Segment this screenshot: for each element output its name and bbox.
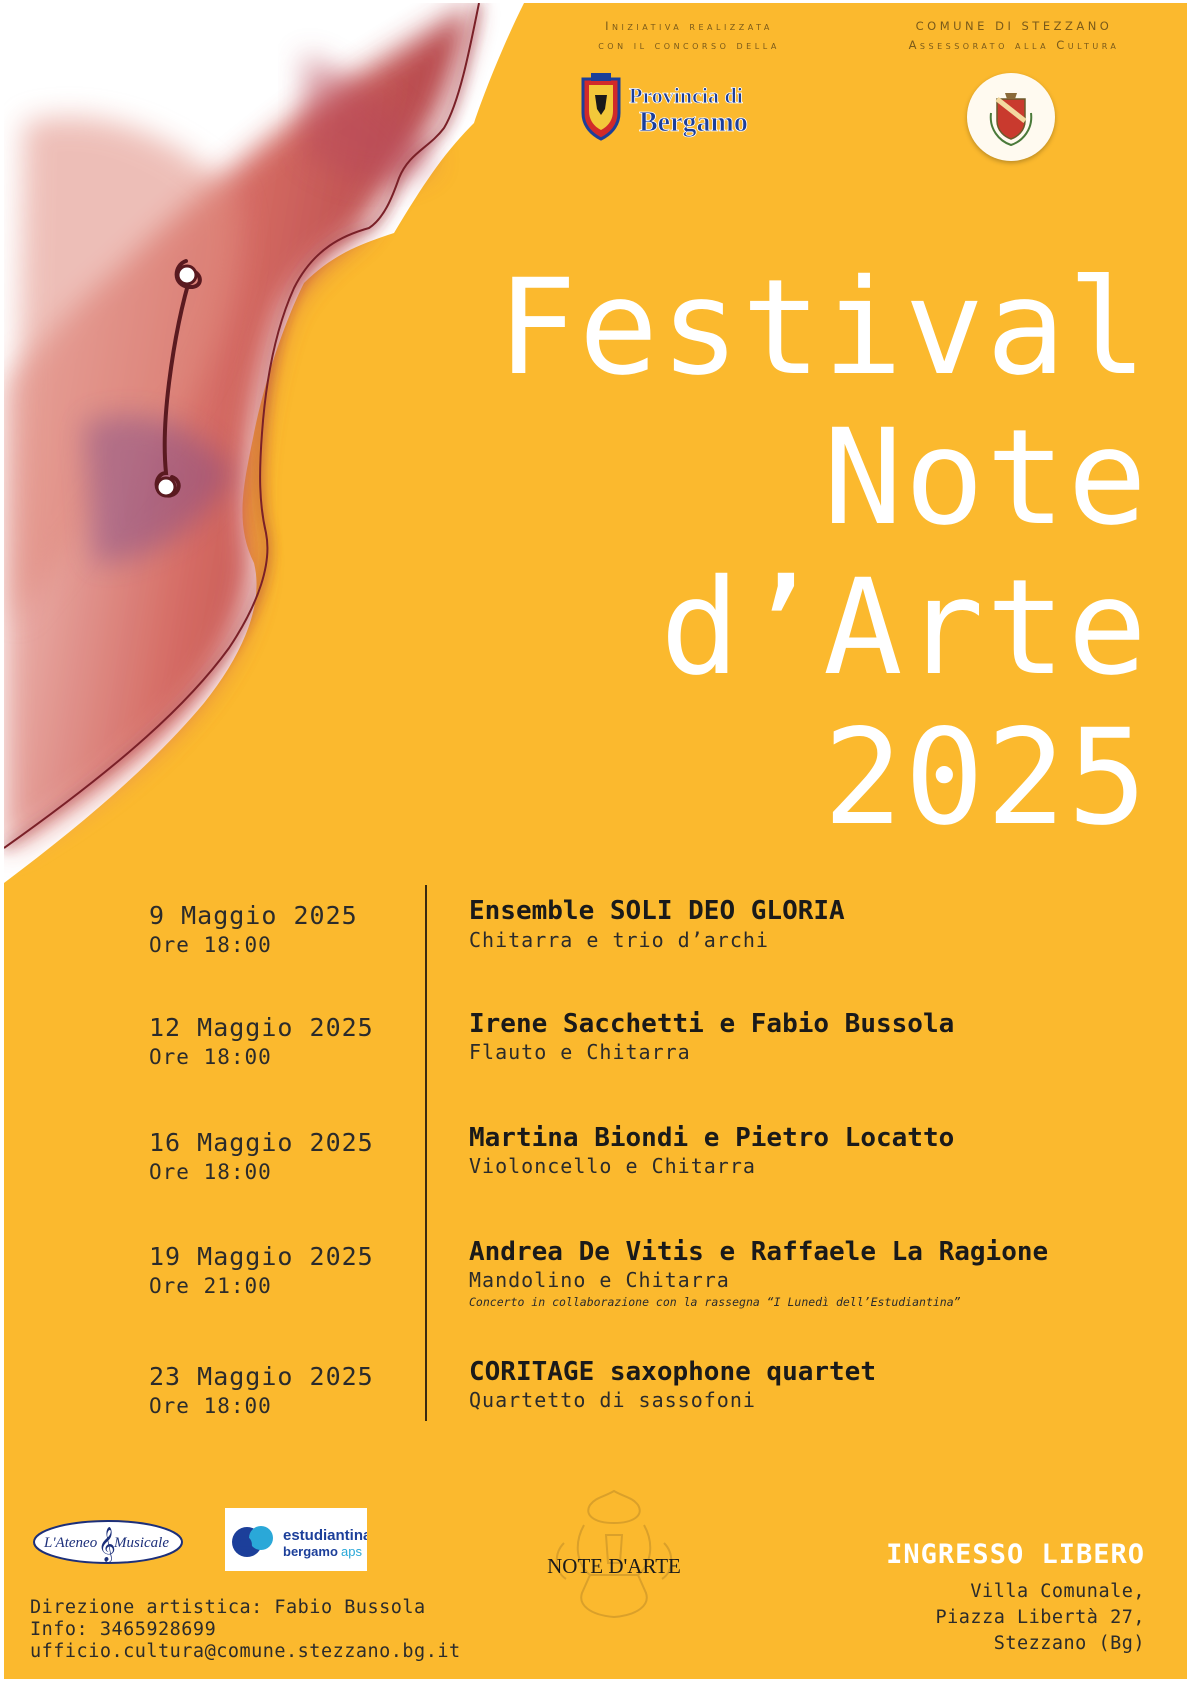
ateneo-musicale-logo xyxy=(32,1518,184,1566)
event-performer: Irene Sacchetti e Fabio Bussola xyxy=(469,1009,955,1039)
event-time: Ore 18:00 xyxy=(149,933,272,957)
sponsor-right-line1: COMUNE DI STEZZANO xyxy=(915,19,1113,33)
title-line-4: 2025 xyxy=(823,701,1149,855)
title-line-2: Note xyxy=(823,401,1149,555)
title-line-1: Festival xyxy=(497,251,1149,405)
violin-illustration xyxy=(4,3,524,883)
sponsor-text-right xyxy=(884,17,1144,55)
event-time: Ore 18:00 xyxy=(149,1394,272,1418)
event-instruments: Mandolino e Chitarra xyxy=(469,1268,730,1292)
estudiantina-logo xyxy=(225,1508,367,1571)
provincia-bergamo-logo xyxy=(579,73,779,143)
event-date: 16 Maggio 2025 xyxy=(149,1128,374,1157)
sponsor-text-left xyxy=(559,17,819,55)
crest-icon xyxy=(967,73,1055,161)
event-instruments: Flauto e Chitarra xyxy=(469,1040,691,1064)
venue-line-3: Stezzano (Bg) xyxy=(993,1633,1145,1654)
event-note: Concerto in collaborazione con la rassegna “I Lunedì dell’Estudiantina” xyxy=(469,1295,961,1309)
event-date: 23 Maggio 2025 xyxy=(149,1362,374,1391)
title-line-3: d’Arte xyxy=(660,551,1149,705)
event-performer: Martina Biondi e Pietro Locatto xyxy=(469,1123,955,1153)
svg-text:e: e xyxy=(233,1526,254,1561)
estudiantina-suffix: aps xyxy=(341,1544,362,1559)
provincia-line2: Bergamo xyxy=(639,107,748,138)
estudiantina-line1: estudiantina xyxy=(283,1527,367,1544)
ateneo-text-2: Musicale xyxy=(114,1535,169,1551)
sponsor-right-line2: Assessorato alla Cultura xyxy=(908,38,1120,52)
event-time: Ore 18:00 xyxy=(149,1160,272,1184)
note-darte-logo-text: NOTE D'ARTE xyxy=(547,1554,681,1578)
info-phone: Info: 3465928699 xyxy=(30,1619,217,1640)
treble-clef-icon: 𝄞 xyxy=(98,1527,116,1562)
venue-line-2: Piazza Libertà 27, xyxy=(935,1607,1145,1628)
poster xyxy=(4,3,1187,1679)
event-instruments: Quartetto di sassofoni xyxy=(469,1388,756,1412)
sponsor-left-line2: con il concorso della xyxy=(598,38,780,52)
ateneo-text-1: L'Ateneo xyxy=(44,1535,98,1551)
note-darte-logo xyxy=(524,1483,704,1643)
event-performer: Andrea De Vitis e Raffaele La Ragione xyxy=(469,1237,1049,1267)
event-performer: CORITAGE saxophone quartet xyxy=(469,1357,876,1387)
estudiantina-line2: bergamo xyxy=(283,1544,338,1559)
contact-email[interactable]: ufficio.cultura@comune.stezzano.bg.it xyxy=(30,1641,461,1662)
event-instruments: Chitarra e trio d’archi xyxy=(469,928,769,952)
estudiantina-mark-icon xyxy=(225,1508,367,1571)
event-date: 9 Maggio 2025 xyxy=(149,901,358,930)
schedule-divider xyxy=(425,885,427,1421)
event-instruments: Violoncello e Chitarra xyxy=(469,1154,756,1178)
sponsor-left-line1: Iniziativa realizzata xyxy=(605,19,773,33)
event-date: 19 Maggio 2025 xyxy=(149,1242,374,1271)
venue-address xyxy=(936,1579,1145,1657)
event-performer: Ensemble SOLI DEO GLORIA xyxy=(469,896,845,926)
comune-stezzano-crest xyxy=(967,73,1055,161)
event-time: Ore 18:00 xyxy=(149,1045,272,1069)
provincia-line1: Provincia di xyxy=(629,83,743,108)
footer-contacts xyxy=(30,1597,461,1663)
ingresso-libero-label: INGRESSO LIBERO xyxy=(886,1539,1145,1570)
venue-line-1: Villa Comunale, xyxy=(970,1581,1145,1602)
event-time: Ore 21:00 xyxy=(149,1274,272,1298)
event-date: 12 Maggio 2025 xyxy=(149,1013,374,1042)
artistic-direction: Direzione artistica: Fabio Bussola xyxy=(30,1597,426,1618)
